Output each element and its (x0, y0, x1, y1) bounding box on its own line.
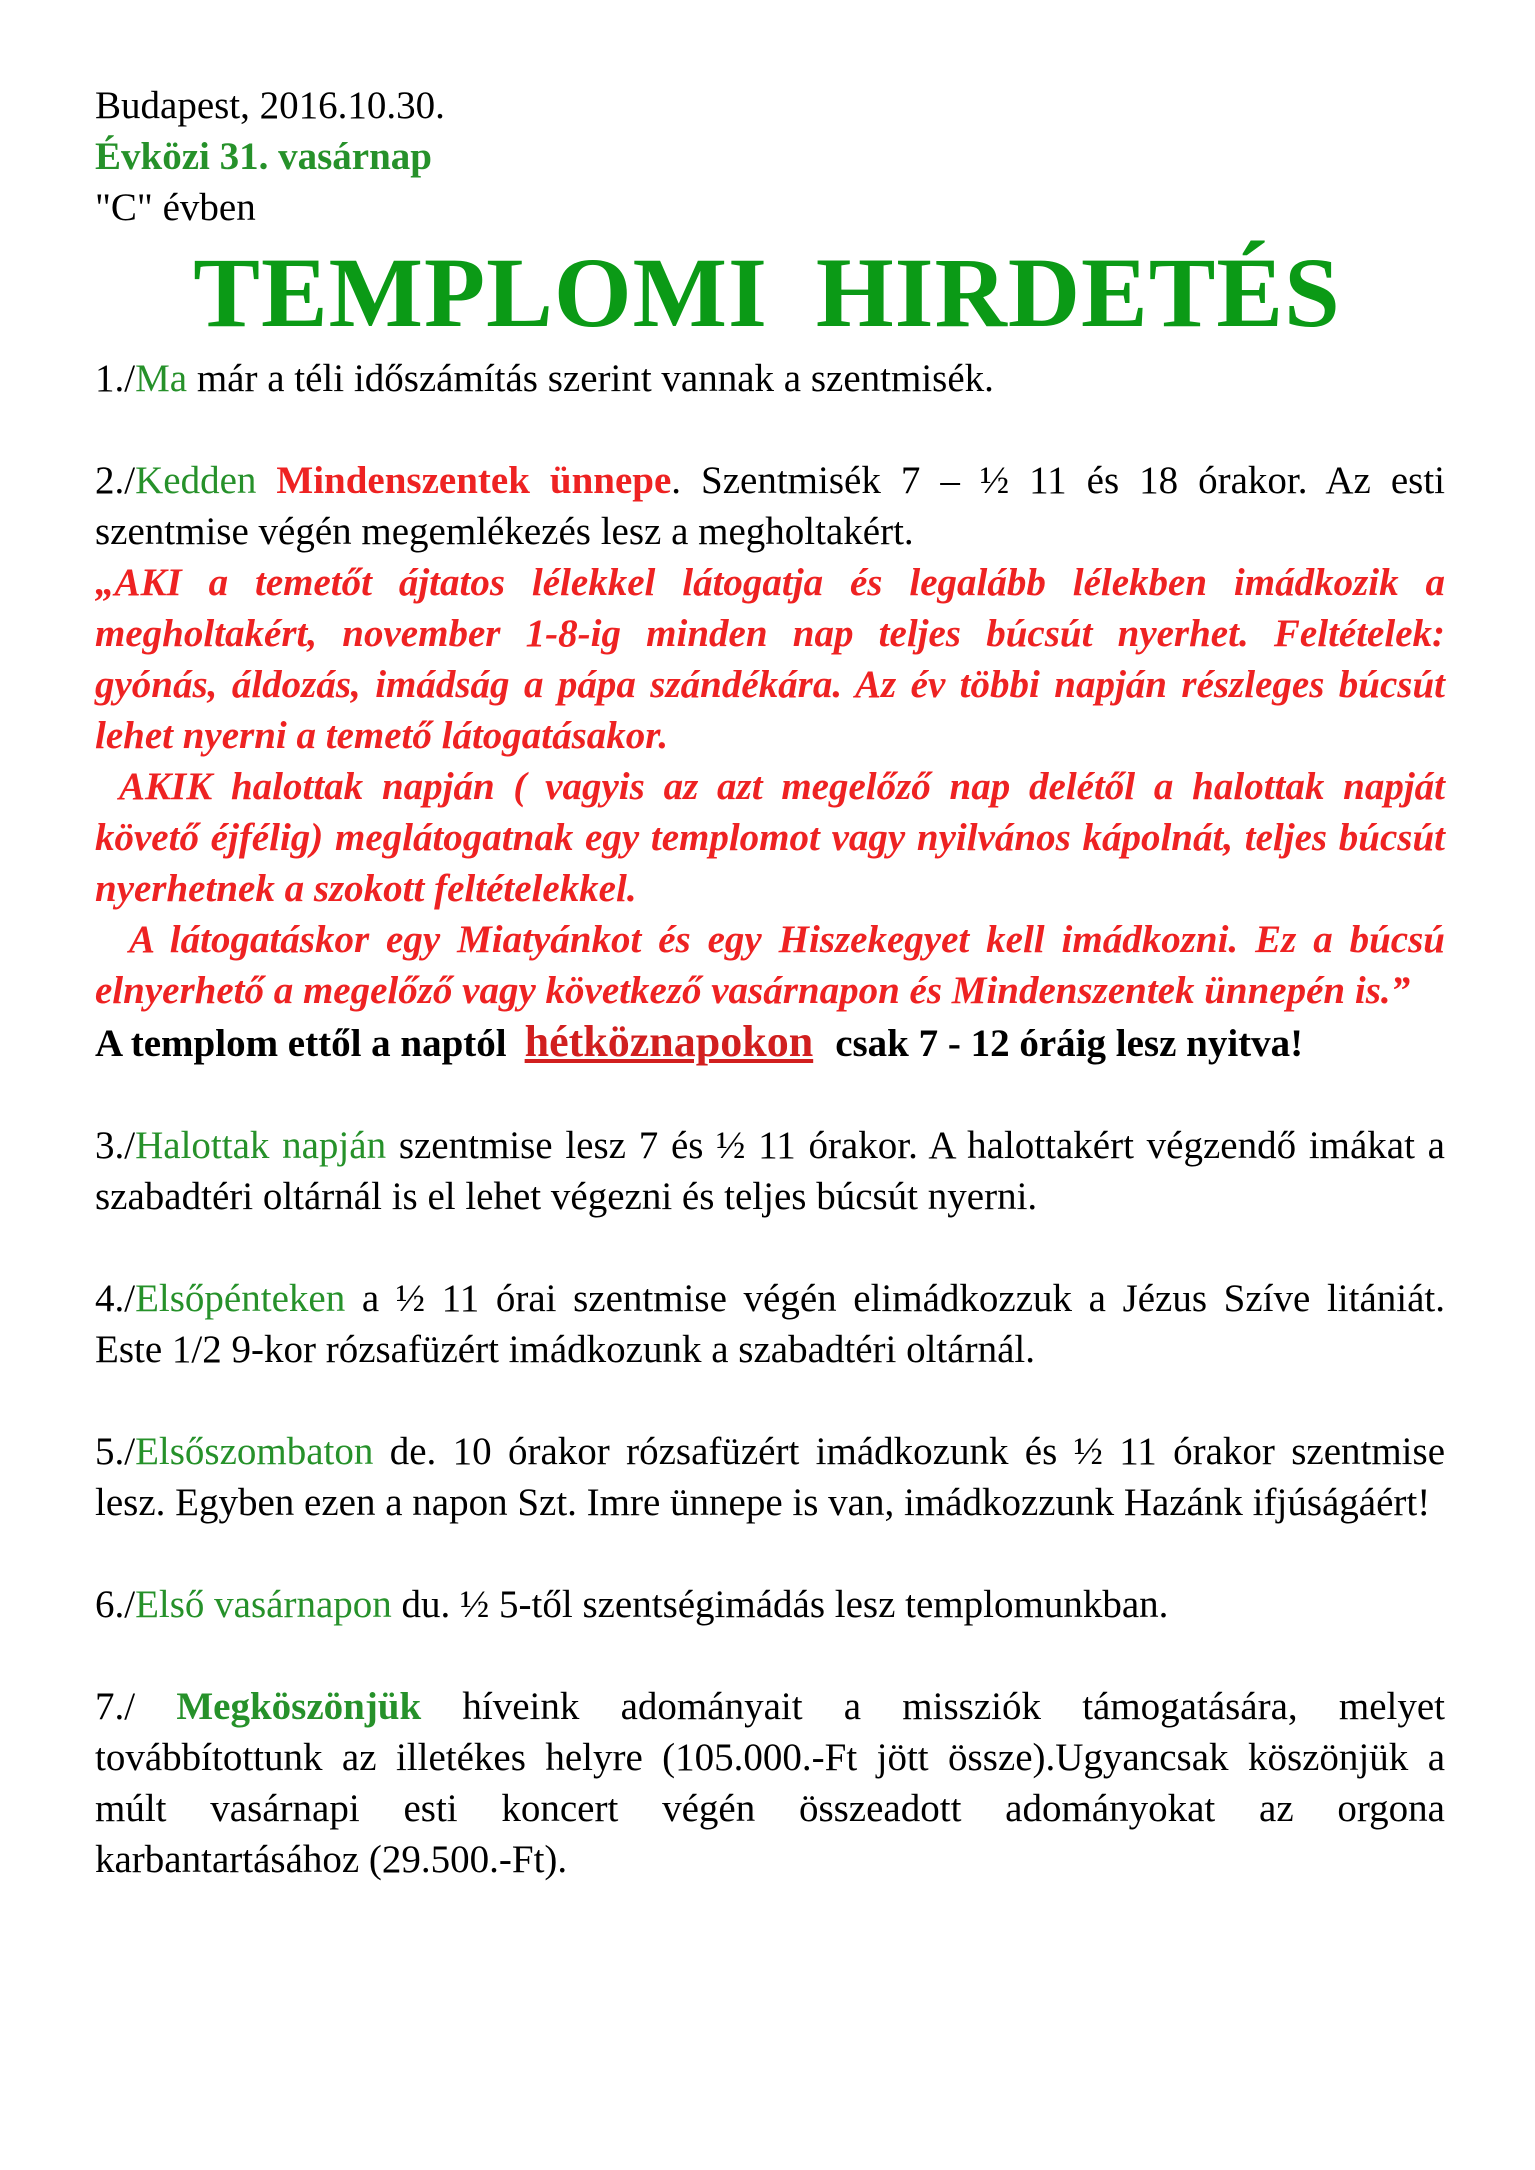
item-text: már a téli időszámítás szerint vannak a szentmisék. (187, 357, 994, 400)
quote-paragraph-2: AKIK halottak napján ( vagyis az azt megelőző nap delétől a halottak napját követő éjfélig) meglátogatnak egy templomot vagy nyilvános kápolnát, teljes búcsút nyerhetnek a szokott feltételekkel. (95, 765, 1445, 910)
liturgical-sunday: Évközi 31. vasárnap (95, 135, 432, 178)
item-lead: Halottak napján (135, 1124, 387, 1167)
feast-highlight: Mindenszentek ünnepe (276, 459, 672, 502)
item-number: 7./ (95, 1685, 136, 1728)
item-intro (95, 455, 1445, 557)
item-number: 4./ (95, 1277, 136, 1320)
quote-paragraph-1: „AKI a temetőt ájtatos lélekkel látogatja és legalább lélekben imádkozik a megholtakért, november 1-8-ig minden nap teljes búcsút nyerhet. Feltételek: gyónás, áldozás, imádság a pápa szándékára. Az év többi napján részleges búcsút lehet nyerni a temető látogatásakor. (95, 561, 1445, 757)
quote-paragraph-3: A látogatáskor egy Miatyánkot és egy Hiszekegyet kell imádkozni. Ez a búcsú elnyerhető a megelőző vagy következő vasárnapon és Mindenszentek ünnepén is.” (95, 918, 1445, 1012)
notice-before: A templom ettől a naptól (95, 1022, 507, 1065)
indulgence-quote (95, 557, 1445, 1016)
announcement-item-3 (95, 1120, 1445, 1222)
item-lead: Elsőpénteken (135, 1277, 346, 1320)
item-lead: Megköszönjük (176, 1685, 422, 1728)
notice-highlight: hétköznapokon (524, 1017, 814, 1066)
item-text: híveink adományait a missziók támogatására, melyet továbbítottunk az illetékes helyre (105.000.-Ft jött össze).Ugyancsak köszönjük a múlt vasárnapi esti koncert végén összeadott adományokat az orgona karbantartásához (29.500.-Ft). (95, 1685, 1446, 1881)
announcement-item-6 (95, 1579, 1445, 1630)
item-number: 5./ (95, 1430, 136, 1473)
item-text: szentmise lesz 7 és ½ 11 órakor. A halottakért végzendő imákat a szabadtéri oltárnál is el lehet végezni és teljes búcsút nyerni. (95, 1124, 1445, 1218)
opening-hours-notice (95, 1016, 1445, 1069)
announcement-item-4 (95, 1273, 1445, 1375)
page-title: TEMPLOMI HIRDETÉS (193, 237, 1341, 348)
item-text: de. 10 órakor rózsafüzért imádkozunk és ½ 11 órakor szentmise lesz. Egyben ezen a napon Szt. Imre ünnepe is van, imádkozzunk Hazánk ifjúságáért! (95, 1430, 1445, 1524)
item-number: 2./ (95, 459, 136, 502)
item-lead: Elsőszombaton (135, 1430, 374, 1473)
item-lead: Kedden (135, 459, 257, 502)
announcement-page (95, 80, 1445, 1936)
item-number: 3./ (95, 1124, 136, 1167)
item-text: . Szentmisék 7 – ½ 11 és 18 órakor. Az esti szentmise végén megemlékezés lesz a megholtakért. (95, 459, 1445, 553)
year-cycle: "C" évben (95, 186, 256, 229)
item-lead: Első vasárnapon (135, 1583, 392, 1626)
item-text: du. ½ 5-től szentségimádás lesz templomunkban. (391, 1583, 1169, 1626)
item-text: a ½ 11 órai szentmise végén elimádkozzuk a Jézus Szíve litániát. Este 1/2 9-kor rózsafüzért imádkozunk a szabadtéri oltárnál. (95, 1277, 1445, 1371)
announcement-item-1 (95, 353, 1445, 404)
notice-after: csak 7 - 12 óráig lesz nyitva! (835, 1022, 1304, 1065)
item-number: 6./ (95, 1583, 136, 1626)
announcement-item-2 (95, 455, 1445, 1069)
announcement-item-5 (95, 1426, 1445, 1528)
item-lead: Ma (135, 357, 188, 400)
item-number: 1./ (95, 357, 136, 400)
announcement-item-7 (95, 1681, 1445, 1885)
place-date: Budapest, 2016.10.30. (95, 84, 445, 127)
